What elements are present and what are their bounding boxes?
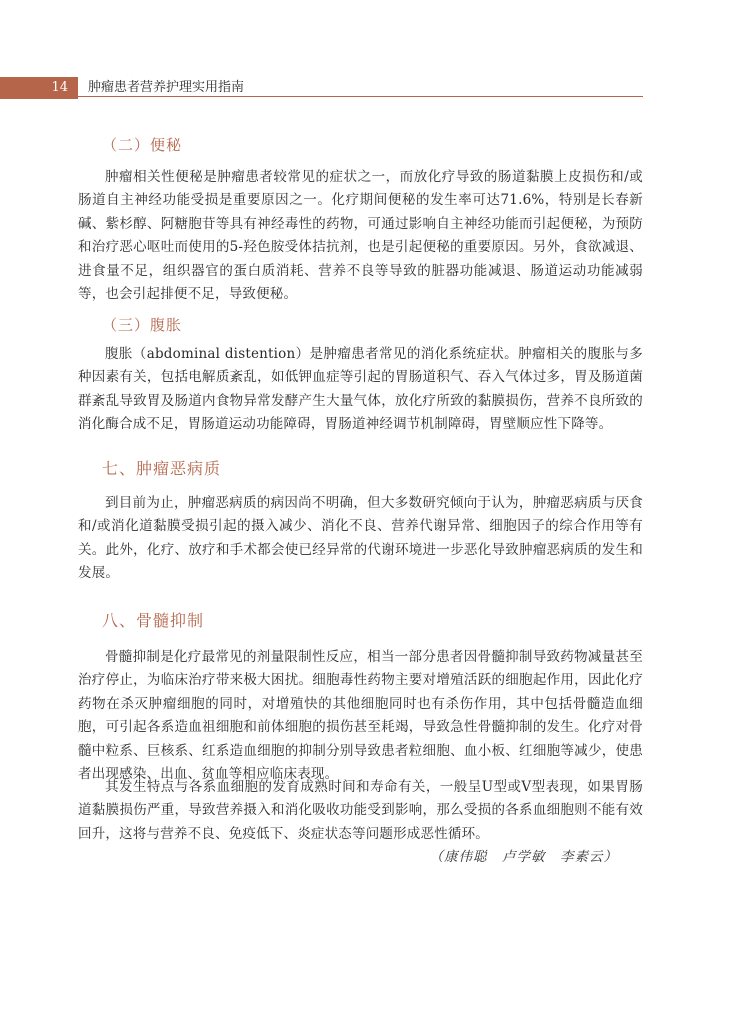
heading-constipation: （二）便秘: [102, 136, 183, 154]
paragraph-cachexia: 到目前为止，肿瘤恶病质的病因尚不明确，但大多数研究倾向于认为，肿瘤恶病质与厌食和/或消化道黏膜受损引起的摄入减少、消化不良、营养代谢异常、细胞因子的综合作用等有关。此外，化疗、放疗和手术都会使已经异常的代谢环境进一步恶化导致肿瘤恶病质的发生和发展。: [78, 495, 643, 582]
book-title: 肿瘤患者营养护理实用指南: [88, 80, 245, 95]
heading-cachexia: 七、肿瘤恶病质: [102, 459, 222, 478]
author-signature: （康伟聪 卢学敏 李素云）: [429, 849, 618, 865]
paragraph-myelosuppression-2: 其发生特点与各系血细胞的发育成熟时间和寿命有关，一般呈U型或V型表现，如果胃肠道黏膜损伤严重，导致营养摄入和消化吸收功能受到影响，那么受损的各系血细胞则不能有效回升，这将与营养不良、免疫低下、炎症状态等问题形成恶性循环。: [78, 779, 643, 842]
page-number: 14: [0, 77, 78, 99]
heading-distention: （三）腹胀: [102, 316, 183, 334]
paragraph-distention: 腹胀（abdominal distention）是肿瘤患者常见的消化系统症状。肿瘤相关的腹胀与多种因素有关，包括电解质紊乱，如低钾血症等引起的胃肠道积气、吞入气体过多，胃及肠道菌群紊乱导致胃及肠道内食物异常发酵产生大量气体，放化疗所致的黏膜损伤，营养不良所致的消化酶合成不足，胃肠道运动功能障碍，胃肠道神经调节机制障碍，胃壁顺应性下降等。: [78, 346, 643, 433]
heading-myelosuppression: 八、骨髓抑制: [102, 611, 205, 630]
paragraph-constipation: 肿瘤相关性便秘是肿瘤患者较常见的症状之一，而放化疗导致的肠道黏膜上皮损伤和/或肠道自主神经功能受损是重要原因之一。化疗期间便秘的发生率可达71.6%，特别是长春新碱、紫杉醇、阿糖胞苷等具有神经毒性的药物，可通过影响自主神经功能而引起便秘，为预防和治疗恶心呕吐而使用的5-羟色胺受体拮抗剂，也是引起便秘的重要原因。另外，食欲减退、进食量不足，组织器官的蛋白质消耗、营养不良等导致的脏器功能减退、肠道运动功能减弱等，也会引起排便不足，导致便秘。: [78, 169, 643, 303]
header-rule: [78, 96, 643, 97]
paragraph-myelosuppression-1: 骨髓抑制是化疗最常见的剂量限制性反应，相当一部分患者因骨髓抑制导致药物减量甚至治疗停止，为临床治疗带来极大困扰。细胞毒性药物主要对增殖活跃的细胞起作用，因此化疗药物在杀灭肿瘤细胞的同时，对增殖快的其他细胞同时也有杀伤作用，其中包括骨髓造血细胞，可引起各系造血祖细胞和前体细胞的损伤甚至耗竭，导致急性骨髓抑制的发生。化疗对骨髓中粒系、巨核系、红系造血细胞的抑制分别导致患者粒细胞、血小板、红细胞等减少，使患者出现感染、出血、贫血等相应临床表现。: [78, 649, 643, 783]
